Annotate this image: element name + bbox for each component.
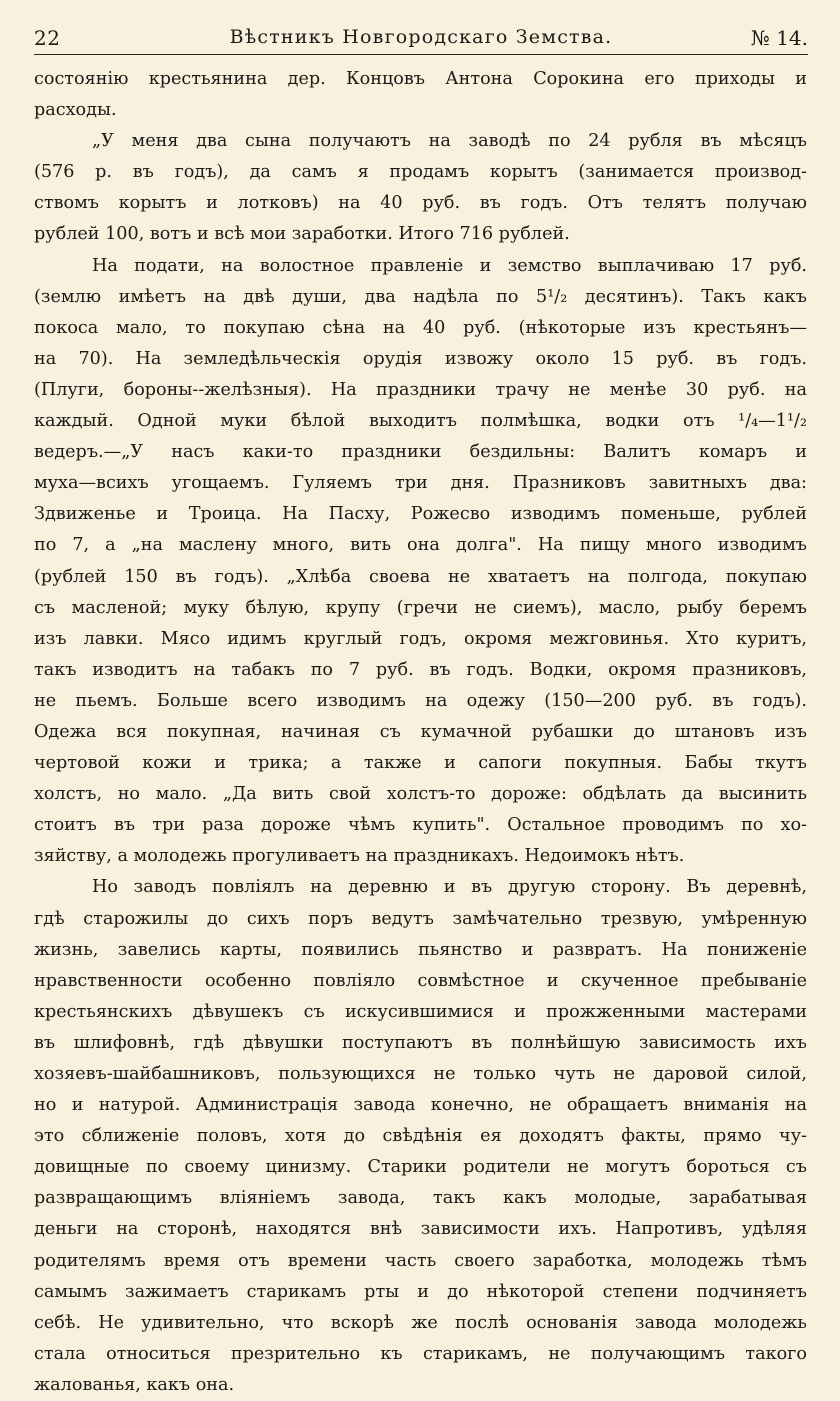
text-line: чертовой кожи и трика; а также и сапоги покупныя. Бабы ткутъ xyxy=(34,753,807,774)
text-line: по 7, а „на маслену много, вить она долга". На пищу много изводимъ xyxy=(34,535,807,556)
text-line: родителямъ время отъ времени часть своего заработка, молодежь тѣмъ xyxy=(34,1250,807,1271)
text-line: каждый. Одной муки бѣлой выходитъ полмѣшка, водки отъ ¹/₄—1¹/₂ xyxy=(34,411,807,432)
text-line: но и натурой. Администрація завода конечно, не обращаетъ вниманія на xyxy=(34,1095,807,1116)
page-header xyxy=(34,20,808,55)
text-line: это сближеніе половъ, хотя до свѣдѣнія ея доходятъ факты, прямо чу- xyxy=(34,1126,807,1147)
text-line: хозяевъ-шайбашниковъ, пользующихся не только чуть не даровой силой, xyxy=(34,1064,807,1084)
text-line: Здвиженье и Троица. На Пасху, Рожесво изводимъ поменьше, рублей xyxy=(34,504,807,525)
text-line: стала относиться презрительно къ старикамъ, не получающимъ такого xyxy=(34,1343,807,1364)
text-line: Одежа вся покупная, начиная съ кумачной рубашки до штановъ изъ xyxy=(34,721,807,742)
text-line: съ масленой; муку бѣлую, крупу (гречи не сиемъ), масло, рыбу беремъ xyxy=(34,597,807,618)
text-line: развращающимъ вліяніемъ завода, такъ какъ молодые, зарабатывая xyxy=(34,1188,807,1209)
text-line: въ шлифовнѣ, гдѣ дѣвушки поступаютъ въ полнѣйшую зависимость ихъ xyxy=(34,1032,807,1053)
text-line: зяйству, а молодежь прогуливаетъ на праздникахъ. Недоимокъ нѣтъ. xyxy=(34,846,685,867)
text-line: (576 р. въ годъ), да самъ я продамъ корытъ (занимается производ- xyxy=(34,162,807,183)
text-line: довищные по своему цинизму. Старики родители не могутъ бороться съ xyxy=(34,1157,807,1178)
text-line: изъ лавки. Мясо идимъ круглый годъ, окромя межговинья. Хто куритъ, xyxy=(34,628,807,649)
journal-title: Вѣстникъ Новгородскаго Земства. xyxy=(229,26,613,48)
text-line: деньги на сторонѣ, находятся внѣ зависимости ихъ. Напротивъ, удѣляя xyxy=(34,1219,807,1240)
text-line: покоса мало, то покупаю сѣна на 40 руб. (нѣкоторые изъ крестьянъ— xyxy=(34,317,807,338)
text-line: гдѣ старожилы до сихъ поръ ведутъ замѣчательно трезвую, умѣренную xyxy=(34,908,807,929)
text-line: ствомъ корытъ и лотковъ) на 40 руб. въ годъ. Отъ телятъ получаю xyxy=(34,193,807,214)
text-line: стоитъ въ три раза дороже чѣмъ купить". Остальное проводимъ по хо- xyxy=(34,815,807,836)
text-line: себѣ. Не удивительно, что вскорѣ же послѣ основанія завода молодежь xyxy=(34,1312,807,1333)
text-line: крестьянскихъ дѣвушекъ съ искусившимися и прожженными мастерами xyxy=(34,1001,807,1022)
text-line: такъ изводитъ на табакъ по 7 руб. въ годъ. Водки, окромя празниковъ, xyxy=(34,659,807,680)
issue-number: № 14. xyxy=(750,26,808,50)
text-line: холстъ, но мало. „Да вить свой холстъ-то дороже: обдѣлать да высинить xyxy=(34,784,807,805)
text-line: на 70). На земледѣльческія орудія извожу около 15 руб. въ годъ. xyxy=(34,348,807,369)
text-line: „У меня два сына получаютъ на заводѣ по 24 рубля въ мѣсяцъ xyxy=(92,131,807,152)
text-line: (Плуги, бороны--желѣзныя). На праздники трачу не менѣе 30 руб. на xyxy=(34,379,807,400)
text-line: не пьемъ. Больше всего изводимъ на одежу (150—200 руб. въ годъ). xyxy=(34,690,807,711)
text-line: состоянію крестьянина дер. Концовъ Антона Сорокина его приходы и xyxy=(34,69,807,89)
text-line: (рублей 150 въ годъ). „Хлѣба своева не хватаетъ на полгода, покупаю xyxy=(34,566,807,587)
text-line: самымъ зажимаетъ старикамъ рты и до нѣкоторой степени подчиняетъ xyxy=(34,1281,807,1302)
text-line: расходы. xyxy=(34,100,117,121)
text-line: На подати, на волостное правленіе и земство выплачиваю 17 руб. xyxy=(92,255,807,276)
text-line: (землю имѣетъ на двѣ души, два надѣла по 5¹/₂ десятинъ). Такъ какъ xyxy=(34,286,807,307)
text-line: ведеръ.—„У насъ каки-то праздники бездильны: Валитъ комаръ и xyxy=(34,442,807,463)
text-line: жизнь, завелись карты, появились пьянство и развратъ. На пониженіе xyxy=(34,939,807,960)
page-number: 22 xyxy=(34,26,61,50)
text-line: рублей 100, вотъ и всѣ мои заработки. Итого 716 рублей. xyxy=(34,224,570,245)
body-text xyxy=(34,64,807,1401)
text-line: нравственности особенно повліяло совмѣстное и скученное пребываніе xyxy=(34,970,807,991)
text-line: Но заводъ повліялъ на деревню и въ другую сторону. Въ деревнѣ, xyxy=(92,877,807,898)
text-line: муха—всихъ угощаемъ. Гуляемъ три дня. Празниковъ завитныхъ два: xyxy=(34,473,807,494)
text-line: жалованья, какъ она. xyxy=(34,1374,235,1395)
